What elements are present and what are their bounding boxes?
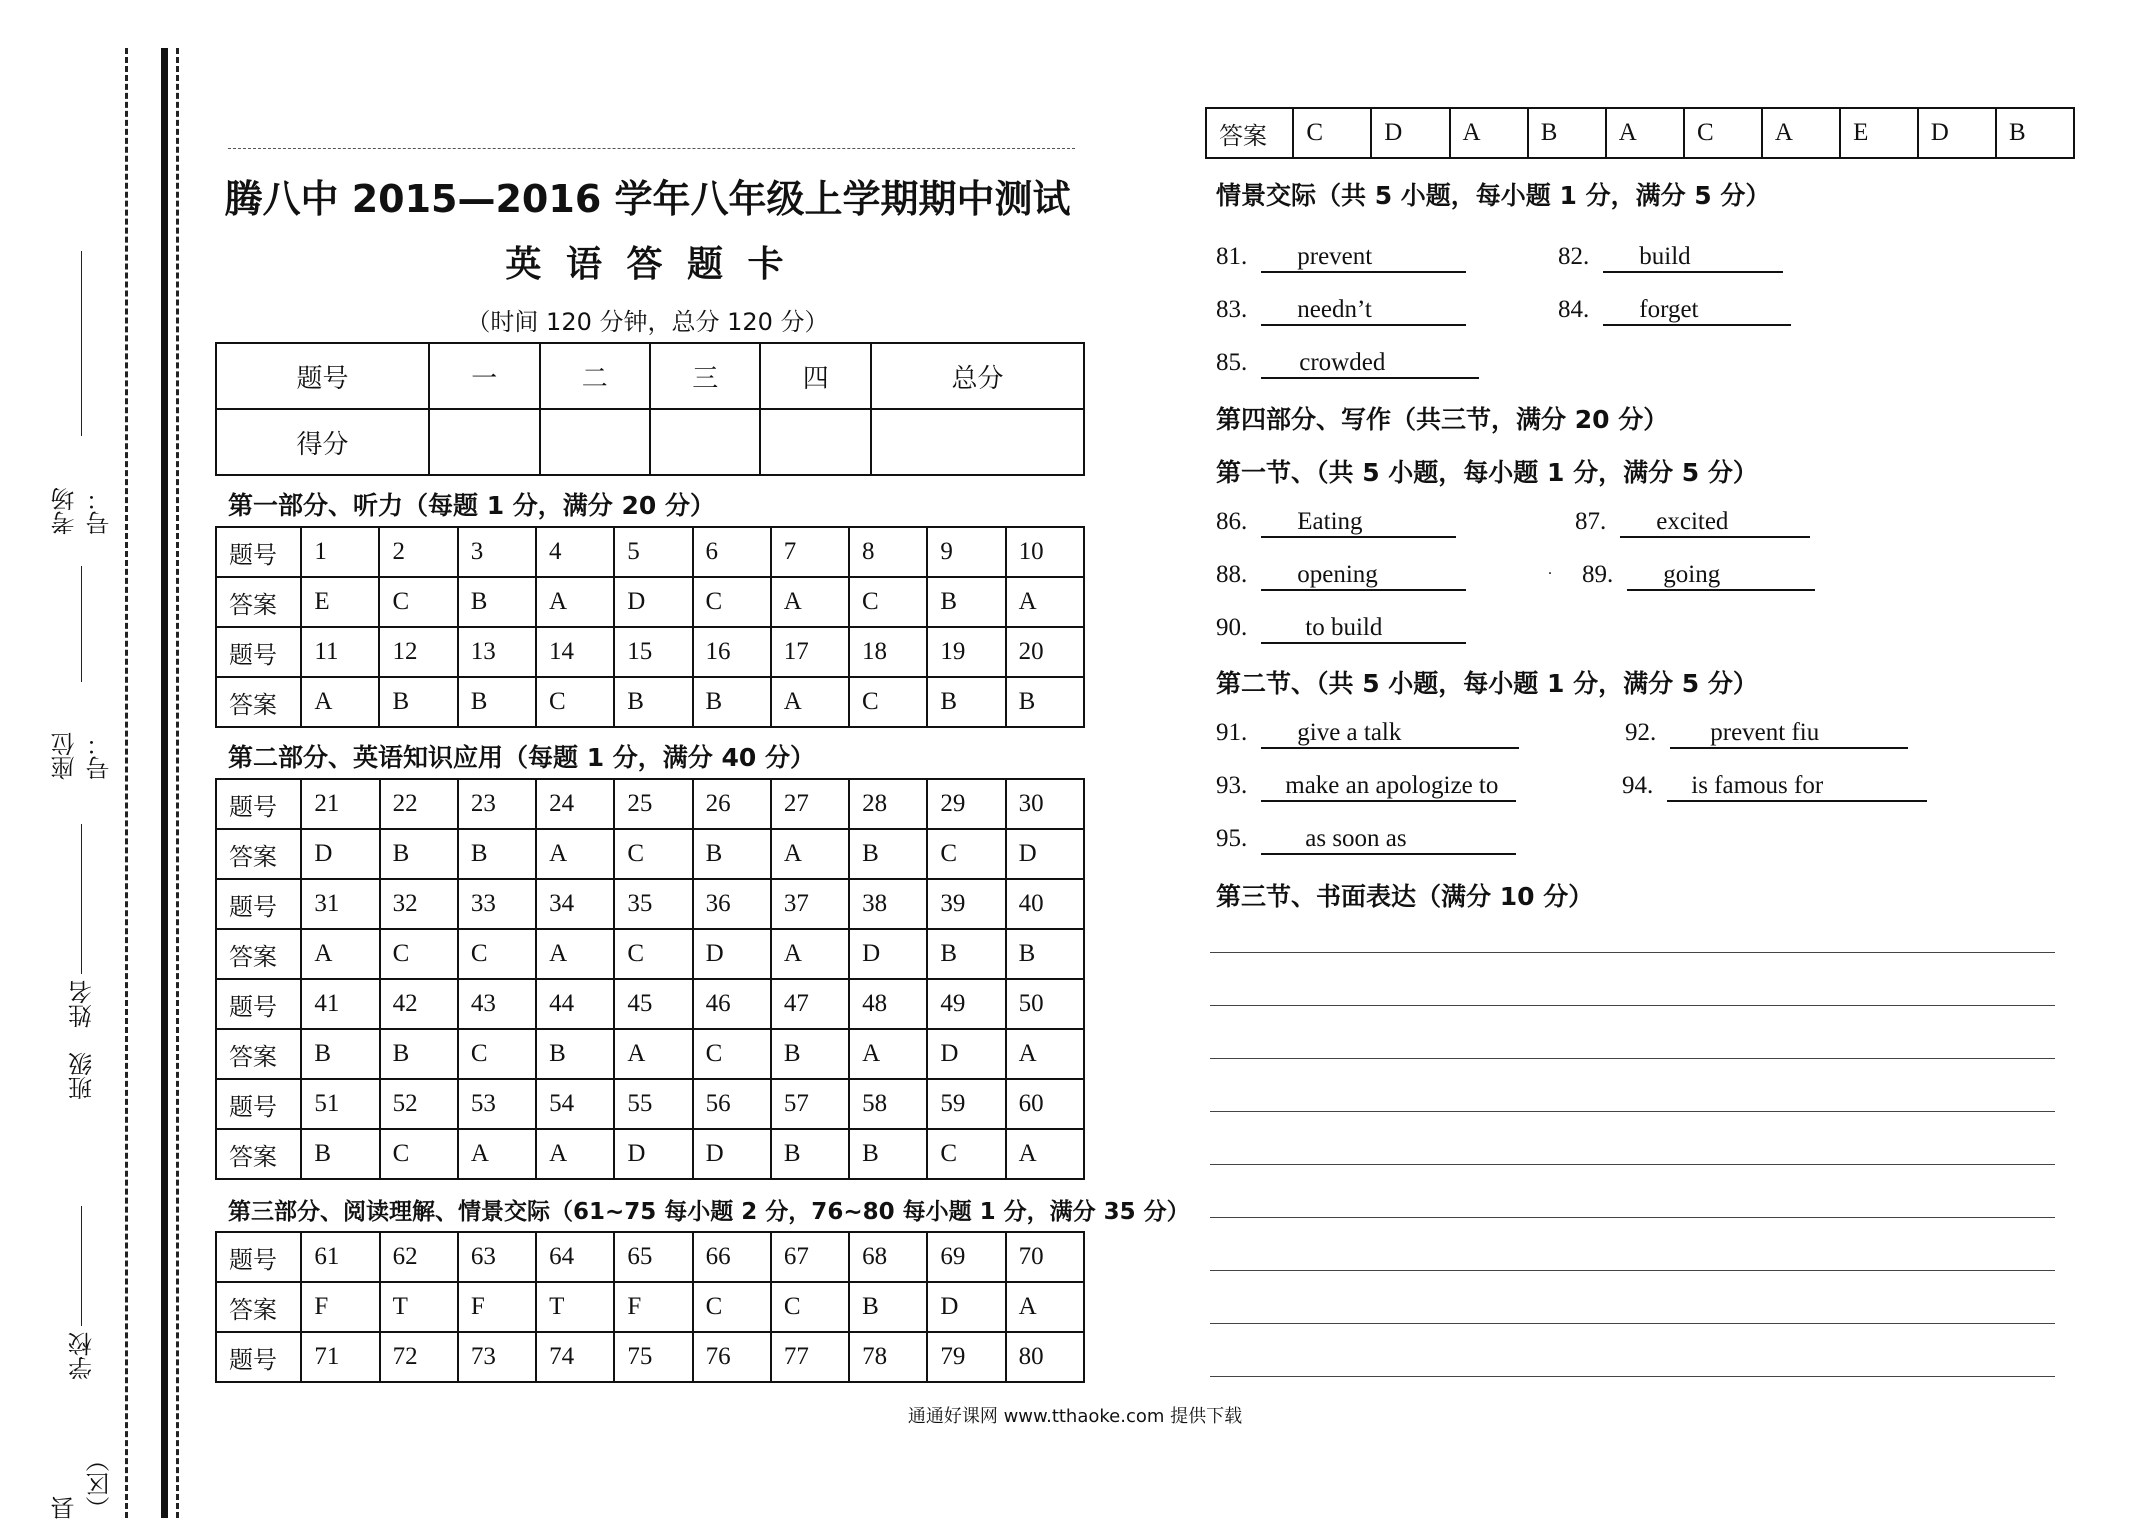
answer-cell[interactable]: B: [927, 677, 1005, 727]
grid-row: [216, 1029, 1084, 1079]
answer-cell[interactable]: A: [1006, 1129, 1084, 1179]
answer-cell[interactable]: A: [301, 929, 379, 979]
question-number-cell: 25: [614, 779, 692, 829]
answer-blank[interactable]: prevent: [1261, 243, 1466, 273]
answer-cell[interactable]: A: [458, 1129, 536, 1179]
answer-cell[interactable]: B: [1996, 108, 2074, 158]
question-number-cell: 68: [849, 1232, 927, 1282]
answer-cell[interactable]: A: [1006, 577, 1084, 627]
answer-cell[interactable]: A: [536, 577, 614, 627]
answer-cell[interactable]: T: [536, 1282, 614, 1332]
question-number-cell: 63: [458, 1232, 536, 1282]
question-number-cell: 53: [458, 1079, 536, 1129]
score-table: [215, 342, 1085, 476]
county-label: 县（区）: [51, 1448, 114, 1520]
question-number-cell: 20: [1006, 627, 1084, 677]
writing-line[interactable]: [1210, 1217, 2055, 1218]
question-number-cell: 10: [1006, 527, 1084, 577]
score-input[interactable]: [760, 409, 870, 475]
question-number-cell: 80: [1006, 1332, 1084, 1382]
answer-cell[interactable]: C: [458, 1029, 536, 1079]
answer-blank[interactable]: make an apologize to: [1261, 772, 1516, 802]
answer-cell[interactable]: D: [693, 929, 771, 979]
question-number-cell: 7: [771, 527, 849, 577]
question-number-cell: 27: [771, 779, 849, 829]
part1-title: 第一部分、听力（每题 1 分，满分 20 分）: [228, 491, 716, 520]
score-input[interactable]: [429, 409, 539, 475]
question-number-cell: 52: [380, 1079, 458, 1129]
answer-item: 89. going: [1582, 561, 1815, 591]
question-number-cell: 66: [693, 1232, 771, 1282]
grid-row-label: 答案: [1206, 108, 1293, 158]
answer-cell[interactable]: D: [849, 929, 927, 979]
question-number-cell: 14: [536, 627, 614, 677]
answer-cell[interactable]: E: [301, 577, 379, 627]
question-number-cell: 65: [614, 1232, 692, 1282]
question-number-cell: 4: [536, 527, 614, 577]
answer-cell[interactable]: A: [1006, 1029, 1084, 1079]
binding-dashed-line-outer: [125, 48, 128, 1518]
page-title: 腾八中 2015—2016 学年八年级上学期期中测试: [224, 177, 1071, 221]
answer-cell[interactable]: A: [1006, 1282, 1084, 1332]
grid-row-label: 题号: [216, 879, 301, 929]
sec3-title: 第三节、书面表达（满分 10 分）: [1216, 882, 1594, 911]
question-number-cell: 42: [380, 979, 458, 1029]
grid-row: [1206, 108, 2074, 158]
grid-row: [216, 1332, 1084, 1382]
question-number-cell: 46: [693, 979, 771, 1029]
answer-item: 88. opening: [1216, 561, 1466, 591]
school-field[interactable]: [60, 1180, 104, 1380]
question-number-cell: 12: [379, 627, 457, 677]
question-number-cell: 77: [771, 1332, 849, 1382]
answer-cell[interactable]: F: [614, 1282, 692, 1332]
question-number-cell: 17: [771, 627, 849, 677]
answer-cell[interactable]: C: [379, 577, 457, 627]
question-number-cell: 44: [536, 979, 614, 1029]
grid-row: [216, 577, 1084, 627]
score-head-cell: 总分: [871, 343, 1084, 409]
part1-answer-grid: [215, 526, 1085, 728]
school-label: 学校: [68, 1332, 97, 1380]
question-number-cell: 79: [927, 1332, 1005, 1382]
answer-cell[interactable]: B: [927, 577, 1005, 627]
answer-cell[interactable]: A: [1762, 108, 1840, 158]
question-number-cell: 32: [380, 879, 458, 929]
question-number-cell: 54: [536, 1079, 614, 1129]
answer-cell[interactable]: B: [693, 677, 771, 727]
question-number-cell: 18: [849, 627, 927, 677]
answer-cell[interactable]: B: [380, 829, 458, 879]
answer-cell[interactable]: A: [536, 929, 614, 979]
answer-item: 86. Eating: [1216, 508, 1456, 538]
answer-cell[interactable]: C: [927, 1129, 1005, 1179]
seat-number-field[interactable]: [51, 560, 114, 780]
answer-cell[interactable]: C: [1293, 108, 1371, 158]
answer-cell[interactable]: C: [849, 677, 927, 727]
question-number-cell: 41: [301, 979, 379, 1029]
answer-cell[interactable]: C: [693, 577, 771, 627]
grid-row: [216, 879, 1084, 929]
question-number-cell: 56: [693, 1079, 771, 1129]
answer-cell[interactable]: A: [301, 677, 379, 727]
grid-row: [216, 979, 1084, 1029]
answer-cell[interactable]: C: [380, 929, 458, 979]
answer-cell[interactable]: A: [771, 929, 849, 979]
question-number-cell: 64: [536, 1232, 614, 1282]
grid-row: [216, 1282, 1084, 1332]
answer-cell[interactable]: D: [927, 1029, 1005, 1079]
question-number-cell: 9: [927, 527, 1005, 577]
grid-row-label: 答案: [216, 577, 301, 627]
answer-cell[interactable]: A: [849, 1029, 927, 1079]
answer-cell[interactable]: A: [614, 1029, 692, 1079]
grid-row-label: 答案: [216, 1282, 301, 1332]
grid-row: [216, 527, 1084, 577]
answer-cell[interactable]: B: [380, 1029, 458, 1079]
question-number-cell: 43: [458, 979, 536, 1029]
answer-cell[interactable]: A: [771, 829, 849, 879]
answer-cell[interactable]: D: [614, 577, 692, 627]
answer-item: 84. forget: [1558, 296, 1791, 326]
question-number-cell: 30: [1006, 779, 1084, 829]
question-number-cell: 74: [536, 1332, 614, 1382]
answer-cell[interactable]: D: [1006, 829, 1084, 879]
grid-row: [216, 627, 1084, 677]
answer-cell[interactable]: D: [301, 829, 379, 879]
question-number-cell: 15: [614, 627, 692, 677]
county-field[interactable]: [51, 1440, 114, 1520]
time-note: （时间 120 分钟，总分 120 分）: [466, 308, 829, 336]
question-number-cell: 33: [458, 879, 536, 929]
question-number-cell: 49: [927, 979, 1005, 1029]
question-number-cell: 31: [301, 879, 379, 929]
grid-row-label: 答案: [216, 929, 301, 979]
answer-blank[interactable]: Eating: [1261, 508, 1456, 538]
question-number-cell: 5: [614, 527, 692, 577]
answer-blank[interactable]: give a talk: [1261, 719, 1519, 749]
grid-row-label: 题号: [216, 527, 301, 577]
answer-cell[interactable]: B: [458, 829, 536, 879]
answer-cell[interactable]: D: [1918, 108, 1996, 158]
answer-cell[interactable]: B: [379, 677, 457, 727]
answer-cell[interactable]: B: [458, 677, 536, 727]
answer-cell[interactable]: B: [771, 1129, 849, 1179]
answer-item: 85. crowded: [1216, 349, 1479, 379]
question-number-cell: 75: [614, 1332, 692, 1382]
question-number-cell: 57: [771, 1079, 849, 1129]
part2-title: 第二部分、英语知识应用（每题 1 分，满分 40 分）: [228, 743, 816, 772]
seat-number-label: 座位号：: [51, 732, 114, 780]
answer-blank[interactable]: needn’t: [1261, 296, 1466, 326]
answer-item: 81. prevent: [1216, 243, 1466, 273]
score-input[interactable]: [650, 409, 760, 475]
answer-cell[interactable]: F: [458, 1282, 536, 1332]
answer-item: 90. to build: [1216, 614, 1466, 644]
question-number-cell: 1: [301, 527, 379, 577]
grid-row: [216, 829, 1084, 879]
writing-line[interactable]: [1210, 1058, 2055, 1059]
answer-cell[interactable]: A: [536, 1129, 614, 1179]
score-head-cell: 题号: [216, 343, 429, 409]
answer-cell[interactable]: B: [1006, 929, 1084, 979]
answer-item: 94. is famous for: [1622, 772, 1927, 802]
answer-blank[interactable]: as soon as: [1261, 825, 1516, 855]
answer-blank[interactable]: going: [1627, 561, 1815, 591]
answer-blank[interactable]: build: [1603, 243, 1783, 273]
question-number-cell: 11: [301, 627, 379, 677]
answer-cell[interactable]: A: [536, 829, 614, 879]
question-number-cell: 45: [614, 979, 692, 1029]
grid-row-label: 答案: [216, 829, 301, 879]
question-number-cell: 28: [849, 779, 927, 829]
answer-cell[interactable]: E: [1840, 108, 1918, 158]
answer-cell[interactable]: B: [849, 1129, 927, 1179]
answer-cell[interactable]: C: [380, 1129, 458, 1179]
grid-row-label: 题号: [216, 1232, 301, 1282]
question-number-cell: 58: [849, 1079, 927, 1129]
answer-cell[interactable]: F: [301, 1282, 379, 1332]
question-number-cell: 19: [927, 627, 1005, 677]
question-number-cell: 29: [927, 779, 1005, 829]
score-head-cell: 三: [650, 343, 760, 409]
header-rule: [228, 148, 1075, 149]
exam-room-label: 考场号：: [51, 487, 114, 535]
question-number-cell: 50: [1006, 979, 1084, 1029]
score-input[interactable]: [540, 409, 650, 475]
writing-line[interactable]: [1210, 1323, 2055, 1324]
grid-row-label: 题号: [216, 627, 301, 677]
answer-blank[interactable]: crowded: [1261, 349, 1479, 379]
footer-credit: 通通好课网 www.tthaoke.com 提供下载: [907, 1406, 1243, 1427]
question-number-cell: 23: [458, 779, 536, 829]
question-number-cell: 67: [771, 1232, 849, 1282]
grid-row-label: 题号: [216, 779, 301, 829]
grid-row-label: 答案: [216, 677, 301, 727]
question-number-cell: 35: [614, 879, 692, 929]
question-number-cell: 69: [927, 1232, 1005, 1282]
question-number-cell: 13: [458, 627, 536, 677]
answer-cell[interactable]: C: [849, 577, 927, 627]
question-number-cell: 39: [927, 879, 1005, 929]
answer-cell[interactable]: C: [1684, 108, 1762, 158]
writing-line[interactable]: [1210, 1376, 2055, 1377]
writing-line[interactable]: [1210, 1111, 2055, 1112]
part4-title: 第四部分、写作（共三节，满分 20 分）: [1216, 405, 1669, 434]
part3-answer-grid: [215, 1231, 1085, 1383]
answer-item: 83. needn’t: [1216, 296, 1466, 326]
class-name-label: 班级 姓名: [68, 980, 97, 1100]
question-number-cell: 73: [458, 1332, 536, 1382]
grid-row: [216, 929, 1084, 979]
question-number-cell: 78: [849, 1332, 927, 1382]
class-name-field[interactable]: [60, 800, 104, 1100]
question-number-cell: 60: [1006, 1079, 1084, 1129]
dialogue-title: 情景交际（共 5 小题，每小题 1 分，满分 5 分）: [1216, 181, 1771, 210]
grid-row: [216, 677, 1084, 727]
answer-item: 91. give a talk: [1216, 719, 1519, 749]
grid-row-label: 题号: [216, 1079, 301, 1129]
answer-cell[interactable]: D: [927, 1282, 1005, 1332]
grid-row: [216, 1232, 1084, 1282]
grid-row-label: 答案: [216, 1129, 301, 1179]
answer-cell[interactable]: B: [614, 677, 692, 727]
exam-room-field[interactable]: [51, 245, 114, 535]
score-head-cell: 四: [760, 343, 870, 409]
page-subtitle: 英 语 答 题 卡: [505, 244, 790, 285]
answer-cell[interactable]: A: [1606, 108, 1684, 158]
question-number-cell: 21: [301, 779, 379, 829]
question-number-cell: 3: [458, 527, 536, 577]
answer-cell[interactable]: D: [693, 1129, 771, 1179]
answer-item: 82. build: [1558, 243, 1783, 273]
question-number-cell: 16: [693, 627, 771, 677]
answer-cell[interactable]: C: [536, 677, 614, 727]
question-number-cell: 36: [693, 879, 771, 929]
answer-cell[interactable]: B: [849, 1282, 927, 1332]
answer-cell[interactable]: C: [771, 1282, 849, 1332]
question-number-cell: 8: [849, 527, 927, 577]
question-number-cell: 70: [1006, 1232, 1084, 1282]
question-number-cell: 22: [380, 779, 458, 829]
answer-cell[interactable]: C: [458, 929, 536, 979]
sec2-title: 第二节、（共 5 小题，每小题 1 分，满分 5 分）: [1216, 669, 1758, 698]
question-number-cell: 2: [379, 527, 457, 577]
answer-cell[interactable]: B: [458, 577, 536, 627]
answer-cell[interactable]: B: [771, 1029, 849, 1079]
grid-row-label: 题号: [216, 979, 301, 1029]
answer-item: 93. make an apologize to: [1216, 772, 1516, 802]
answer-cell[interactable]: T: [380, 1282, 458, 1332]
answer-cell[interactable]: C: [693, 1282, 771, 1332]
answer-cell[interactable]: A: [771, 677, 849, 727]
binding-dashed-line-inner: [176, 48, 179, 1518]
answer-item: 87. excited: [1575, 508, 1810, 538]
answer-cell[interactable]: A: [1450, 108, 1528, 158]
score-head-cell: 一: [429, 343, 539, 409]
answer-blank[interactable]: opening: [1261, 561, 1466, 591]
grid-row: [216, 779, 1084, 829]
question-number-cell: 6: [693, 527, 771, 577]
question-number-cell: 24: [536, 779, 614, 829]
question-number-cell: 71: [301, 1332, 379, 1382]
grid-row-label: 题号: [216, 1332, 301, 1382]
question-number-cell: 40: [1006, 879, 1084, 929]
part3-title: 第三部分、阅读理解、情景交际（61~75 每小题 2 分，76~80 每小题 1 分，满分 35 分）: [228, 1199, 1190, 1225]
question-number-cell: 61: [301, 1232, 379, 1282]
question-number-cell: 72: [380, 1332, 458, 1382]
answer-item: 92. prevent fiu: [1625, 719, 1908, 749]
answer-cell[interactable]: B: [301, 1029, 379, 1079]
question-number-cell: 38: [849, 879, 927, 929]
writing-line[interactable]: [1210, 1005, 2055, 1006]
answer-cell[interactable]: D: [614, 1129, 692, 1179]
answer-cell[interactable]: B: [1528, 108, 1606, 158]
score-head-cell: 二: [540, 343, 650, 409]
answer-cell[interactable]: B: [1006, 677, 1084, 727]
question-number-cell: 62: [380, 1232, 458, 1282]
answer-blank[interactable]: prevent fiu: [1670, 719, 1908, 749]
answer-cell[interactable]: C: [693, 1029, 771, 1079]
question-number-cell: 26: [693, 779, 771, 829]
answer-cell[interactable]: C: [927, 829, 1005, 879]
answer-cell[interactable]: A: [771, 577, 849, 627]
answer-blank[interactable]: forget: [1603, 296, 1791, 326]
stray-dot: .: [1548, 561, 1552, 578]
writing-line[interactable]: [1210, 1164, 2055, 1165]
answer-cell[interactable]: C: [614, 929, 692, 979]
writing-line[interactable]: [1210, 1270, 2055, 1271]
answer-cell[interactable]: B: [693, 829, 771, 879]
answer-cell[interactable]: C: [614, 829, 692, 879]
grid-row-label: 答案: [216, 1029, 301, 1079]
answer-cell[interactable]: B: [927, 929, 1005, 979]
answer-cell[interactable]: B: [301, 1129, 379, 1179]
question-number-cell: 76: [693, 1332, 771, 1382]
question-number-cell: 34: [536, 879, 614, 929]
question-number-cell: 55: [614, 1079, 692, 1129]
binding-thick-line: [161, 48, 168, 1518]
sec1-title: 第一节、（共 5 小题，每小题 1 分，满分 5 分）: [1216, 458, 1758, 487]
score-input[interactable]: [871, 409, 1084, 475]
grid-row: [216, 1129, 1084, 1179]
answer-cell[interactable]: B: [536, 1029, 614, 1079]
question-number-cell: 48: [849, 979, 927, 1029]
answer-item: 95. as soon as: [1216, 825, 1516, 855]
score-row-label: 得分: [216, 409, 429, 475]
question-number-cell: 59: [927, 1079, 1005, 1129]
question-number-cell: 47: [771, 979, 849, 1029]
part2-answer-grid: [215, 778, 1085, 1180]
answer-cell[interactable]: B: [849, 829, 927, 879]
answer-blank[interactable]: to build: [1261, 614, 1466, 644]
answer-blank[interactable]: is famous for: [1667, 772, 1927, 802]
grid-row: [216, 1079, 1084, 1129]
question-number-cell: 51: [301, 1079, 379, 1129]
question-number-cell: 37: [771, 879, 849, 929]
answer-blank[interactable]: excited: [1620, 508, 1810, 538]
writing-line[interactable]: [1210, 952, 2055, 953]
answer-cell[interactable]: D: [1371, 108, 1449, 158]
part3-answer-grid-cont: [1205, 107, 2075, 159]
